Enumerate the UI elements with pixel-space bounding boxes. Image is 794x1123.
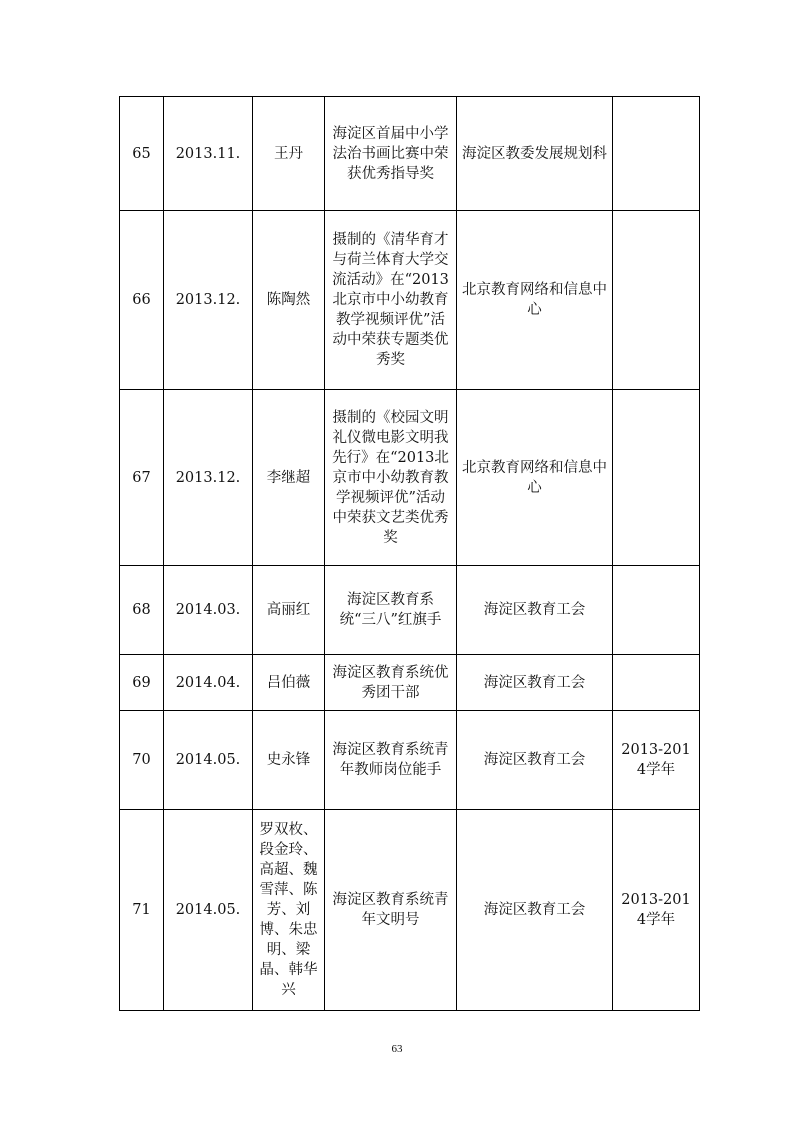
award-title: 摄制的《清华育才与荷兰体育大学交流活动》在“2013北京市中小幼教育教学视频评优”活动中荣获专题类优秀奖 [325, 211, 457, 390]
recipient-name: 吕伯薇 [253, 655, 325, 711]
awarding-organization: 海淀区教育工会 [457, 566, 613, 655]
awarding-organization: 北京教育网络和信息中心 [457, 211, 613, 390]
recipient-name: 李继超 [253, 390, 325, 566]
table-row [120, 655, 700, 711]
remark [613, 655, 700, 711]
remark [613, 390, 700, 566]
remark [613, 211, 700, 390]
award-title: 海淀区教育系统青年文明号 [325, 810, 457, 1011]
recipient-name: 王丹 [253, 97, 325, 211]
remark [613, 97, 700, 211]
awarding-organization: 海淀区教育工会 [457, 655, 613, 711]
row-number: 71 [120, 810, 164, 1011]
remark [613, 566, 700, 655]
table-row [120, 810, 700, 1011]
awards-table [119, 96, 700, 1011]
award-date: 2013.12. [164, 390, 253, 566]
awarding-organization: 海淀区教育工会 [457, 711, 613, 810]
remark: 2013-2014学年 [613, 810, 700, 1011]
page-number: 63 [391, 1043, 403, 1055]
award-title: 摄制的《校园文明礼仪微电影文明我先行》在“2013北京市中小幼教育教学视频评优”活动中荣获文艺类优秀奖 [325, 390, 457, 566]
table-row [120, 711, 700, 810]
remark: 2013-2014学年 [613, 711, 700, 810]
row-number: 70 [120, 711, 164, 810]
recipient-name: 史永锋 [253, 711, 325, 810]
award-date: 2014.05. [164, 810, 253, 1011]
award-date: 2014.03. [164, 566, 253, 655]
row-number: 66 [120, 211, 164, 390]
award-title: 海淀区教育系统“三八”红旗手 [325, 566, 457, 655]
recipient-name: 高丽红 [253, 566, 325, 655]
award-date: 2013.12. [164, 211, 253, 390]
table-row [120, 390, 700, 566]
award-title: 海淀区首届中小学法治书画比赛中荣获优秀指导奖 [325, 97, 457, 211]
award-date: 2014.05. [164, 711, 253, 810]
row-number: 67 [120, 390, 164, 566]
row-number: 68 [120, 566, 164, 655]
row-number: 69 [120, 655, 164, 711]
row-number: 65 [120, 97, 164, 211]
awarding-organization: 海淀区教育工会 [457, 810, 613, 1011]
award-title: 海淀区教育系统青年教师岗位能手 [325, 711, 457, 810]
award-date: 2013.11. [164, 97, 253, 211]
table-row [120, 211, 700, 390]
recipient-name: 罗双枚、段金玲、高超、魏雪萍、陈芳、刘博、朱忠明、梁晶、韩华兴 [253, 810, 325, 1011]
awarding-organization: 海淀区教委发展规划科 [457, 97, 613, 211]
award-date: 2014.04. [164, 655, 253, 711]
awarding-organization: 北京教育网络和信息中心 [457, 390, 613, 566]
award-title: 海淀区教育系统优秀团干部 [325, 655, 457, 711]
recipient-name: 陈陶然 [253, 211, 325, 390]
table-row [120, 566, 700, 655]
table-row [120, 97, 700, 211]
